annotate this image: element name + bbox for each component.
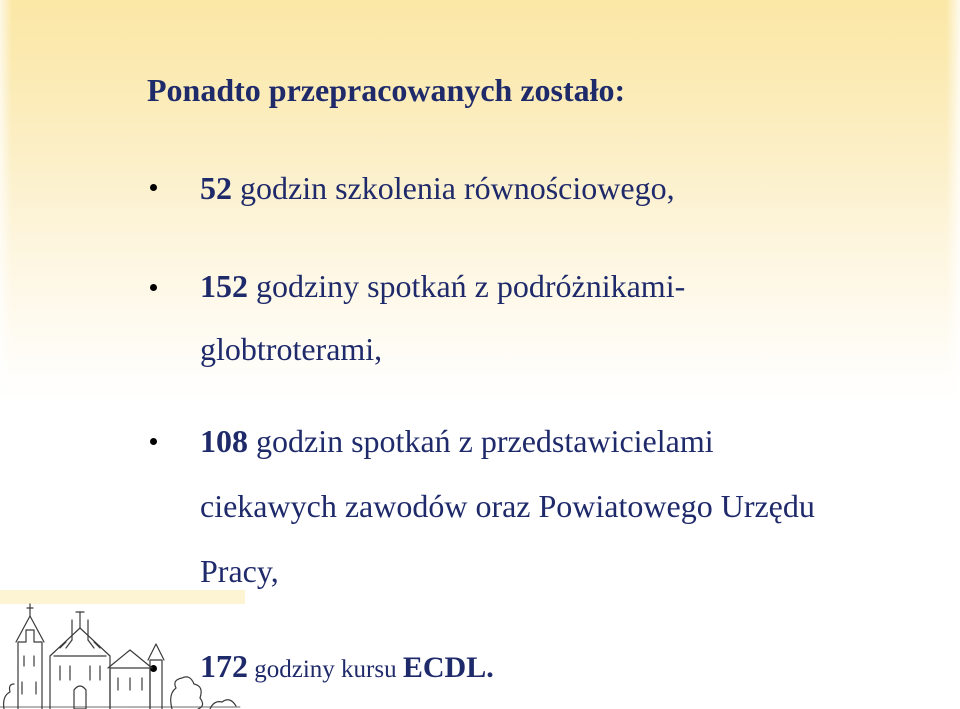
bullet-icon [150, 438, 157, 445]
item-text: godziny kursu [248, 656, 403, 683]
left-edge-fade [0, 0, 12, 400]
list-item-continuation: globtroterami, [200, 331, 383, 367]
list-item-continuation: Pracy, [200, 553, 279, 589]
bullet-icon [150, 284, 157, 291]
item-number: 172 [200, 648, 248, 684]
bullet-icon [150, 184, 157, 191]
list-item-line [200, 270, 685, 302]
list-item-continuation: ciekawych zawodów oraz Powiatowego Urzędu [200, 488, 815, 524]
item-number: 108 [200, 423, 248, 459]
item-text-strong: ECDL. [402, 651, 494, 684]
slide-title: Ponadto przepracowanych zostało: [147, 72, 626, 108]
item-text: godziny spotkań z podróżnikami- [248, 268, 686, 304]
item-text: godzin spotkań z przedstawicielami [248, 423, 714, 459]
item-text: godzin szkolenia równościowego, [232, 170, 675, 206]
castle-sketch-icon [0, 590, 245, 709]
list-item-line [200, 425, 714, 457]
list-item-line [200, 172, 675, 204]
right-edge-fade [946, 0, 960, 400]
item-number: 52 [200, 170, 232, 206]
item-number: 152 [200, 268, 248, 304]
